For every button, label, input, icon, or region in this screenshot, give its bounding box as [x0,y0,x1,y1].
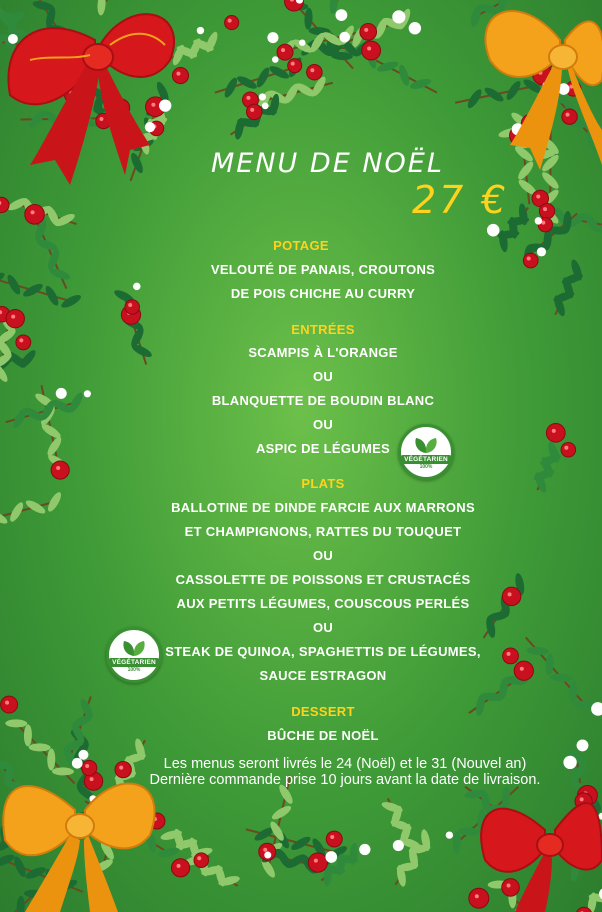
section-heading-dessert: DESSERT [291,704,355,719]
berry [307,64,322,79]
leaf [304,7,313,29]
section-heading-potage: POTAGE [273,238,329,253]
berry [469,888,489,908]
snow-dot [339,32,350,43]
berry [25,205,45,225]
leaf [24,865,47,881]
berry [225,16,239,30]
vegetarian-label: VÉGÉTARIEN [401,455,451,464]
menu-title: MENU DE NOËL [211,148,444,179]
berry [1,696,18,713]
snow-dot [299,39,305,45]
leaf-icon [411,436,441,454]
leaf [5,273,23,296]
menu-line: DE POIS CHICHE AU CURRY [230,286,416,301]
menu-line: BÛCHE DE NOËL [267,728,379,743]
snow-dot [392,10,405,23]
snow-dot [446,831,453,838]
berry-highlight [228,19,232,23]
menu-line: BLANQUETTE DE BOUDIN BLANC [211,393,435,408]
berry [362,41,381,60]
berry-highlight [580,797,584,801]
snow-dot [325,851,337,863]
menu-line: SCAMPIS À L'ORANGE [248,345,398,360]
leaf [504,79,523,102]
menu-line: BALLOTINE DE DINDE FARCIE AUX MARRONS [171,500,475,515]
leaf [458,827,480,836]
berry-highlight [250,108,254,112]
berry-highlight [263,848,267,852]
berry [308,853,327,872]
berry [326,831,342,847]
snow-dot [409,22,421,34]
berry-highlight [364,28,368,32]
leaf [483,85,506,104]
berry-highlight [310,68,314,72]
leaf [569,680,578,702]
berry-highlight [128,303,132,307]
menu-line: AUX PETITS LÉGUMES, COUSCOUS PERLÉS [176,596,470,611]
berry [246,104,262,120]
bow-top-right [485,11,602,170]
berry-highlight [543,207,547,211]
leaf [0,270,6,288]
berry-highlight [507,883,511,887]
vegetarian-badge-entree [398,424,454,480]
leaf [0,508,9,526]
snow-dot [262,103,269,110]
snow-dot [145,122,155,132]
berry [172,68,188,84]
berry-highlight [56,466,60,470]
berry-highlight [566,113,570,117]
berry-highlight [367,47,371,51]
snow-dot [487,224,500,237]
menu-line: ASPIC DE LÉGUMES [255,441,391,456]
berry [288,59,302,73]
berry [0,197,9,212]
menu-line: OU [312,548,334,563]
footer-delivery-dates: Les menus seront livrés le 24 (Noël) et le 31 (Nouvel an) [163,756,527,772]
snow-dot [264,852,271,859]
berry-highlight [11,315,15,319]
branch-stem [102,0,175,4]
snow-dot [159,99,171,111]
snow-dot [359,844,370,855]
leaf [29,743,51,751]
berry-highlight [527,257,531,261]
leaf [397,64,411,87]
vegetarian-percent: 100% [127,667,141,673]
branch-stem [334,0,392,3]
berry-highlight [19,338,23,342]
berry-highlight [177,864,181,868]
berry [125,300,140,315]
footer-order-deadline: Dernière commande prise 10 jours avant la date de livraison. [149,772,541,788]
berry [502,879,520,897]
leaf [254,66,271,89]
berry [360,24,377,41]
bow-bottom-right [481,803,602,912]
section-heading-entrees: ENTRÉES [291,322,355,337]
leaf [97,0,107,16]
leaf [5,719,27,727]
snow-dot [197,27,204,34]
berry-highlight [246,96,250,100]
menu-line: OU [312,620,334,635]
leaf [289,834,312,852]
menu-line: OU [312,369,334,384]
menu-price: 27 € [412,178,509,222]
berry-highlight [475,894,479,898]
snow-dot [272,56,279,63]
snow-dot [267,32,278,43]
berry-highlight [330,835,334,839]
leaf [0,852,16,868]
leaf [222,76,239,99]
berry-highlight [291,62,295,66]
berry-highlight [5,701,9,705]
berry [171,859,189,877]
vegetarian-badge-plat [106,627,162,683]
leaf [16,896,25,912]
leaf [452,832,461,854]
menu-line: CASSOLETTE DE POISSONS ET CRUSTACÉS [175,572,471,587]
leaf [129,151,146,174]
snow-dot [259,93,266,100]
menu-line: SAUCE ESTRAGON [259,668,387,683]
berry [194,853,209,868]
leaf [270,804,293,822]
leaf [505,0,528,1]
snow-dot [336,9,348,21]
berry-highlight [281,48,285,52]
leaf [235,74,258,91]
menu-line: STEAK DE QUINOA, SPAGHETTIS DE LÉGUMES, [165,644,481,659]
vegetarian-percent: 100% [419,464,433,470]
berry-highlight [151,103,155,107]
section-heading-plats: PLATS [301,476,345,491]
berry [562,109,577,124]
vegetarian-label: VÉGÉTARIEN [109,658,159,667]
snow-dot [393,840,404,851]
leaf [465,87,484,110]
menu-line: VELOUTÉ DE PANAIS, CROUTONS [210,262,436,277]
berry-highlight [99,117,103,121]
berry-highlight [176,72,180,76]
snow-dot [8,34,18,44]
leaf-icon [119,639,149,657]
berry-highlight [197,856,201,860]
berry-highlight [31,210,35,214]
berry-highlight [314,859,318,863]
menu-line: OU [312,417,334,432]
berry [277,44,293,60]
leaf [12,855,28,878]
menu-line: ET CHAMPIGNONS, RATTES DU TOUQUET [184,524,462,539]
